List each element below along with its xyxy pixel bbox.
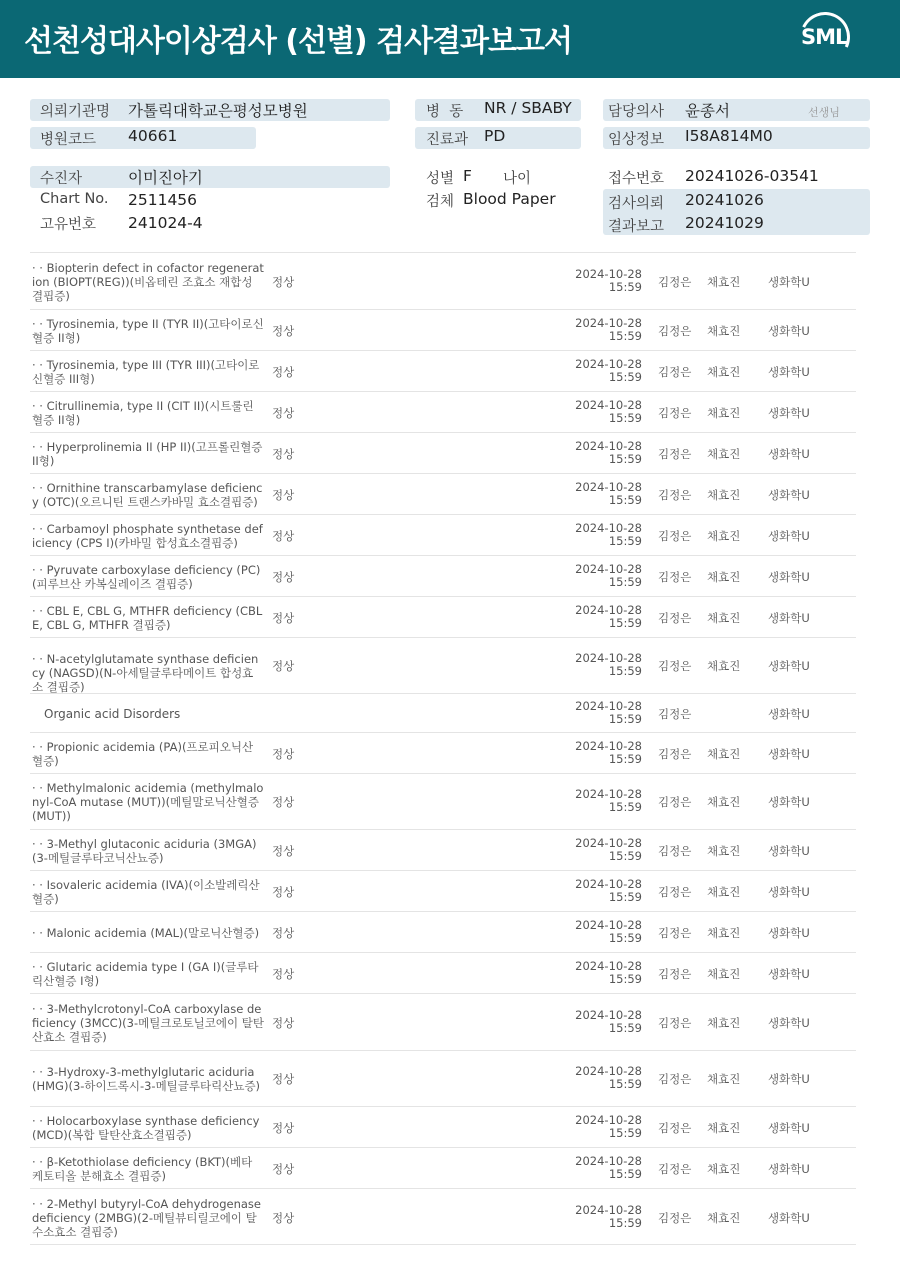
result-date: 2024-10-28 [575, 439, 642, 453]
result-datetime [552, 268, 642, 294]
result-value: 정상 [272, 1121, 295, 1135]
lab-section: 생화학U [768, 365, 810, 379]
patient-label: 수진자 [40, 171, 83, 187]
test-name: · · 3-Hydroxy-3-methylglutaric aciduria (HMG)(3-하이드록시-3-메틸글루타릭산뇨증) [32, 1065, 261, 1093]
result-time: 15:59 [608, 972, 642, 986]
lab-section: 생화학U [768, 611, 810, 625]
result-value: 정상 [272, 747, 295, 761]
table-row [30, 993, 856, 1050]
result-date: 2024-10-28 [575, 1203, 642, 1217]
table-row [30, 952, 856, 993]
result-time: 15:59 [608, 752, 642, 766]
test-name: · · Methylmalonic acidemia (methylmalonyl-CoA mutase (MUT))(메틸말로닉산혈증 (MUT)) [32, 781, 264, 823]
tester-name: 김정은 [658, 406, 692, 420]
reviewer-name: 채효진 [707, 570, 741, 584]
result-time: 15:59 [608, 1126, 642, 1140]
reviewer-name: 채효진 [707, 275, 741, 289]
test-name: · · Glutaric acidemia type I (GA I)(글루타릭산혈증 I형) [32, 960, 259, 988]
tester-name: 김정은 [658, 488, 692, 502]
result-value: 정상 [272, 406, 295, 420]
tester-name: 김정은 [658, 844, 692, 858]
test-name: · · Malonic acidemia (MAL)(말로닉산혈증) [32, 926, 260, 940]
result-datetime [552, 440, 642, 466]
result-datetime [552, 919, 642, 945]
tester-name: 김정은 [658, 1121, 692, 1135]
result-value: 정상 [272, 529, 295, 543]
test-name: · · 2-Methyl butyryl-CoA dehydrogenase deficiency (2MBG)(2-메틸뷰티릴코에이 탈수소효소 결핍증) [32, 1197, 261, 1239]
reviewer-name: 채효진 [707, 1121, 741, 1135]
result-date: 2024-10-28 [575, 1113, 642, 1127]
specimen-value: Blood Paper [463, 190, 556, 208]
lab-section: 생화학U [768, 967, 810, 981]
result-time: 15:59 [608, 534, 642, 548]
test-name: · · Hyperprolinemia II (HP II)(고프롤린혈증 II형) [32, 440, 263, 468]
result-date: 2024-10-28 [575, 267, 642, 281]
table-row [30, 555, 856, 596]
ward-value: NR / SBABY [484, 99, 572, 117]
result-time: 15:59 [608, 890, 642, 904]
lab-section: 생화학U [768, 1016, 810, 1030]
result-datetime [552, 317, 642, 343]
result-value: 정상 [272, 967, 295, 981]
result-datetime [552, 522, 642, 548]
chart-no-value: 2511456 [128, 191, 198, 209]
tester-name: 김정은 [658, 447, 692, 461]
reviewer-name: 채효진 [707, 1211, 741, 1225]
lab-section: 생화학U [768, 570, 810, 584]
result-datetime [552, 1114, 642, 1140]
table-row [30, 1147, 856, 1188]
result-datetime [552, 399, 642, 425]
result-value: 정상 [272, 611, 295, 625]
result-datetime [552, 837, 642, 863]
clinical-info-label: 임상정보 [608, 132, 665, 148]
table-row [30, 829, 856, 870]
reviewer-name: 채효진 [707, 795, 741, 809]
result-datetime [552, 1009, 642, 1035]
table-row [30, 391, 856, 432]
result-datetime [552, 652, 642, 678]
result-value: 정상 [272, 275, 295, 289]
reviewer-name: 채효진 [707, 844, 741, 858]
result-date: 2024-10-28 [575, 521, 642, 535]
lab-section: 생화학U [768, 529, 810, 543]
lab-section: 생화학U [768, 885, 810, 899]
result-time: 15:59 [608, 329, 642, 343]
specimen-label: 검체 [426, 194, 455, 210]
result-value: 정상 [272, 659, 295, 673]
result-time: 15:59 [608, 616, 642, 630]
test-name: · · CBL E, CBL G, MTHFR deficiency (CBL E, CBL G, MTHFR 결핍증) [32, 604, 263, 632]
tester-name: 김정은 [658, 795, 692, 809]
table-row [30, 350, 856, 391]
result-datetime [552, 1204, 642, 1230]
result-date: 2024-10-28 [575, 398, 642, 412]
doctor-suffix: 선생님 [808, 106, 840, 119]
ward-label: 병 동 [426, 104, 464, 120]
result-date: 2024-10-28 [575, 959, 642, 973]
table-row [30, 773, 856, 829]
lab-section: 생화학U [768, 926, 810, 940]
result-datetime [552, 960, 642, 986]
sex-value: F [463, 167, 472, 185]
tester-name: 김정은 [658, 1162, 692, 1176]
report-date-value: 20241029 [685, 214, 764, 232]
lab-section: 생화학U [768, 1072, 810, 1086]
test-name: · · 3-Methylcrotonyl-CoA carboxylase deficiency (3MCC)(3-메틸크로토닐코에이 탈탄산효소 결핍증) [32, 1002, 264, 1044]
result-date: 2024-10-28 [575, 699, 642, 713]
reviewer-name: 채효진 [707, 447, 741, 461]
test-name: Organic acid Disorders [44, 707, 181, 721]
institution-label: 의뢰기관명 [40, 104, 111, 120]
reviewer-name: 채효진 [707, 1072, 741, 1086]
result-datetime [552, 563, 642, 589]
result-value: 정상 [272, 844, 295, 858]
result-date: 2024-10-28 [575, 1008, 642, 1022]
lab-section: 생화학U [768, 659, 810, 673]
result-date: 2024-10-28 [575, 316, 642, 330]
logo-text: SML [801, 25, 848, 49]
table-row [30, 596, 856, 637]
tester-name: 김정은 [658, 275, 692, 289]
report-title: 선천성대사이상검사 (선별) 검사결과보고서 [24, 24, 572, 59]
reviewer-name: 채효진 [707, 406, 741, 420]
tester-name: 김정은 [658, 365, 692, 379]
lab-section: 생화학U [768, 447, 810, 461]
result-value: 정상 [272, 795, 295, 809]
result-time: 15:59 [608, 664, 642, 678]
result-datetime [552, 604, 642, 630]
result-date: 2024-10-28 [575, 836, 642, 850]
request-date-label: 검사의뢰 [608, 196, 665, 212]
test-name: · · Isovaleric acidemia (IVA)(이소발레릭산혈증) [32, 878, 260, 906]
result-time: 15:59 [608, 800, 642, 814]
sex-label: 성별 [426, 171, 455, 187]
lab-section: 생화학U [768, 488, 810, 502]
result-value: 정상 [272, 488, 295, 502]
result-date: 2024-10-28 [575, 739, 642, 753]
result-time: 15:59 [608, 931, 642, 945]
result-date: 2024-10-28 [575, 603, 642, 617]
result-value: 정상 [272, 926, 295, 940]
table-row [30, 432, 856, 473]
result-time: 15:59 [608, 1021, 642, 1035]
tester-name: 김정은 [658, 1211, 692, 1225]
hospital-code-label: 병원코드 [40, 132, 97, 148]
result-time: 15:59 [608, 493, 642, 507]
tester-name: 김정은 [658, 1072, 692, 1086]
tester-name: 김정은 [658, 926, 692, 940]
test-name: · · Citrullinemia, type II (CIT II)(시트룰린혈증 II형) [32, 399, 254, 427]
result-time: 15:59 [608, 370, 642, 384]
reviewer-name: 채효진 [707, 1016, 741, 1030]
result-value: 정상 [272, 1016, 295, 1030]
result-date: 2024-10-28 [575, 877, 642, 891]
tester-name: 김정은 [658, 570, 692, 584]
result-date: 2024-10-28 [575, 480, 642, 494]
result-time: 15:59 [608, 452, 642, 466]
tester-name: 김정은 [658, 1016, 692, 1030]
receipt-no-value: 20241026-03541 [685, 167, 819, 185]
tester-name: 김정은 [658, 885, 692, 899]
reviewer-name: 채효진 [707, 488, 741, 502]
lab-section: 생화학U [768, 707, 810, 721]
hospital-code-value: 40661 [128, 127, 178, 145]
test-name: · · N-acetylglutamate synthase deficiency (NAGSD)(N-아세틸글루타메이트 합성효소 결핍증) [32, 652, 259, 694]
reviewer-name: 채효진 [707, 611, 741, 625]
reviewer-name: 채효진 [707, 1162, 741, 1176]
test-name: · · Propionic acidemia (PA)(프로피오닉산혈증) [32, 740, 254, 768]
tester-name: 김정은 [658, 324, 692, 338]
reviewer-name: 채효진 [707, 926, 741, 940]
table-row [30, 637, 856, 693]
result-datetime [552, 700, 642, 726]
tester-name: 김정은 [658, 707, 692, 721]
unique-no-label: 고유번호 [40, 217, 97, 233]
result-date: 2024-10-28 [575, 1154, 642, 1168]
result-value: 정상 [272, 447, 295, 461]
result-datetime [552, 788, 642, 814]
lab-section: 생화학U [768, 324, 810, 338]
result-datetime [552, 1155, 642, 1181]
test-name: · · Tyrosinemia, type II (TYR II)(고타이로신혈증 II형) [32, 317, 264, 345]
result-value: 정상 [272, 324, 295, 338]
reviewer-name: 채효진 [707, 529, 741, 543]
test-name: · · Biopterin defect in cofactor regeneration (BIOPT(REG))(비옵테린 조효소 재합성 결핍증) [32, 261, 264, 303]
lab-section: 생화학U [768, 844, 810, 858]
result-time: 15:59 [608, 575, 642, 589]
result-date: 2024-10-28 [575, 562, 642, 576]
reviewer-name: 채효진 [707, 365, 741, 379]
age-label: 나이 [503, 171, 532, 187]
test-name: · · Ornithine transcarbamylase deficiency (OTC)(오르니틴 트랜스카바밀 효소결핍증) [32, 481, 263, 509]
unique-no-value: 241024-4 [128, 214, 203, 232]
table-row [30, 1106, 856, 1147]
table-row [30, 1050, 856, 1106]
table-row [30, 514, 856, 555]
lab-section: 생화학U [768, 747, 810, 761]
test-name: · · 3-Methyl glutaconic aciduria (3MGA)(3-메틸글루타코닉산뇨증) [32, 837, 257, 865]
result-datetime [552, 358, 642, 384]
result-time: 15:59 [608, 849, 642, 863]
result-value: 정상 [272, 570, 295, 584]
table-row [30, 252, 856, 309]
result-value: 정상 [272, 885, 295, 899]
department-value: PD [484, 127, 506, 145]
result-datetime [552, 1065, 642, 1091]
result-date: 2024-10-28 [575, 787, 642, 801]
result-time: 15:59 [608, 411, 642, 425]
result-datetime [552, 740, 642, 766]
table-row [30, 473, 856, 514]
department-label: 진료과 [426, 132, 469, 148]
receipt-no-label: 접수번호 [608, 171, 665, 187]
test-name: · · Tyrosinemia, type III (TYR III)(고타이로신혈증 III형) [32, 358, 260, 386]
result-date: 2024-10-28 [575, 918, 642, 932]
result-time: 15:59 [608, 1077, 642, 1091]
lab-section: 생화학U [768, 1162, 810, 1176]
institution-value: 가톨릭대학교은평성모병원 [128, 102, 308, 120]
doctor-label: 담당의사 [608, 104, 665, 120]
table-row [30, 911, 856, 952]
table-row [30, 732, 856, 773]
reviewer-name: 채효진 [707, 885, 741, 899]
table-row [30, 309, 856, 350]
result-date: 2024-10-28 [575, 1064, 642, 1078]
lab-section: 생화학U [768, 1211, 810, 1225]
result-date: 2024-10-28 [575, 357, 642, 371]
tester-name: 김정은 [658, 967, 692, 981]
test-name: · · Pyruvate carboxylase deficiency (PC)(피루브산 카복실레이즈 결핍증) [32, 563, 261, 591]
tester-name: 김정은 [658, 659, 692, 673]
result-time: 15:59 [608, 712, 642, 726]
test-name: · · Holocarboxylase synthase deficiency (MCD)(복합 탈탄산효소결핍증) [32, 1114, 260, 1142]
result-value: 정상 [272, 1072, 295, 1086]
test-name: · · Carbamoyl phosphate synthetase deficiency (CPS I)(카바밀 합성효소결핍증) [32, 522, 263, 550]
clinical-info-value: I58A814M0 [685, 127, 773, 145]
result-value: 정상 [272, 1162, 295, 1176]
table-row [30, 1188, 856, 1245]
report-date-label: 결과보고 [608, 219, 665, 235]
result-datetime [552, 481, 642, 507]
results-table [30, 252, 856, 1245]
lab-section: 생화학U [768, 406, 810, 420]
reviewer-name: 채효진 [707, 967, 741, 981]
request-date-value: 20241026 [685, 191, 764, 209]
result-value: 정상 [272, 1211, 295, 1225]
lab-section: 생화학U [768, 795, 810, 809]
test-name: · · β-Ketothiolase deficiency (BKT)(베타 케토티올 분해효소 결핍증) [32, 1155, 253, 1183]
chart-no-label: Chart No. [40, 191, 109, 207]
tester-name: 김정은 [658, 611, 692, 625]
patient-bar [30, 166, 390, 188]
report-banner [0, 0, 900, 78]
lab-section: 생화학U [768, 275, 810, 289]
sml-logo [796, 12, 854, 64]
result-time: 15:59 [608, 280, 642, 294]
reviewer-name: 채효진 [707, 324, 741, 338]
lab-section: 생화학U [768, 1121, 810, 1135]
reviewer-name: 채효진 [707, 747, 741, 761]
tester-name: 김정은 [658, 529, 692, 543]
result-time: 15:59 [608, 1216, 642, 1230]
doctor-value: 윤종서 [685, 102, 730, 120]
table-group-row [30, 693, 856, 732]
result-date: 2024-10-28 [575, 651, 642, 665]
table-row [30, 870, 856, 911]
tester-name: 김정은 [658, 747, 692, 761]
result-value: 정상 [272, 365, 295, 379]
reviewer-name: 채효진 [707, 659, 741, 673]
patient-value: 이미진아기 [128, 169, 203, 187]
result-time: 15:59 [608, 1167, 642, 1181]
result-datetime [552, 878, 642, 904]
